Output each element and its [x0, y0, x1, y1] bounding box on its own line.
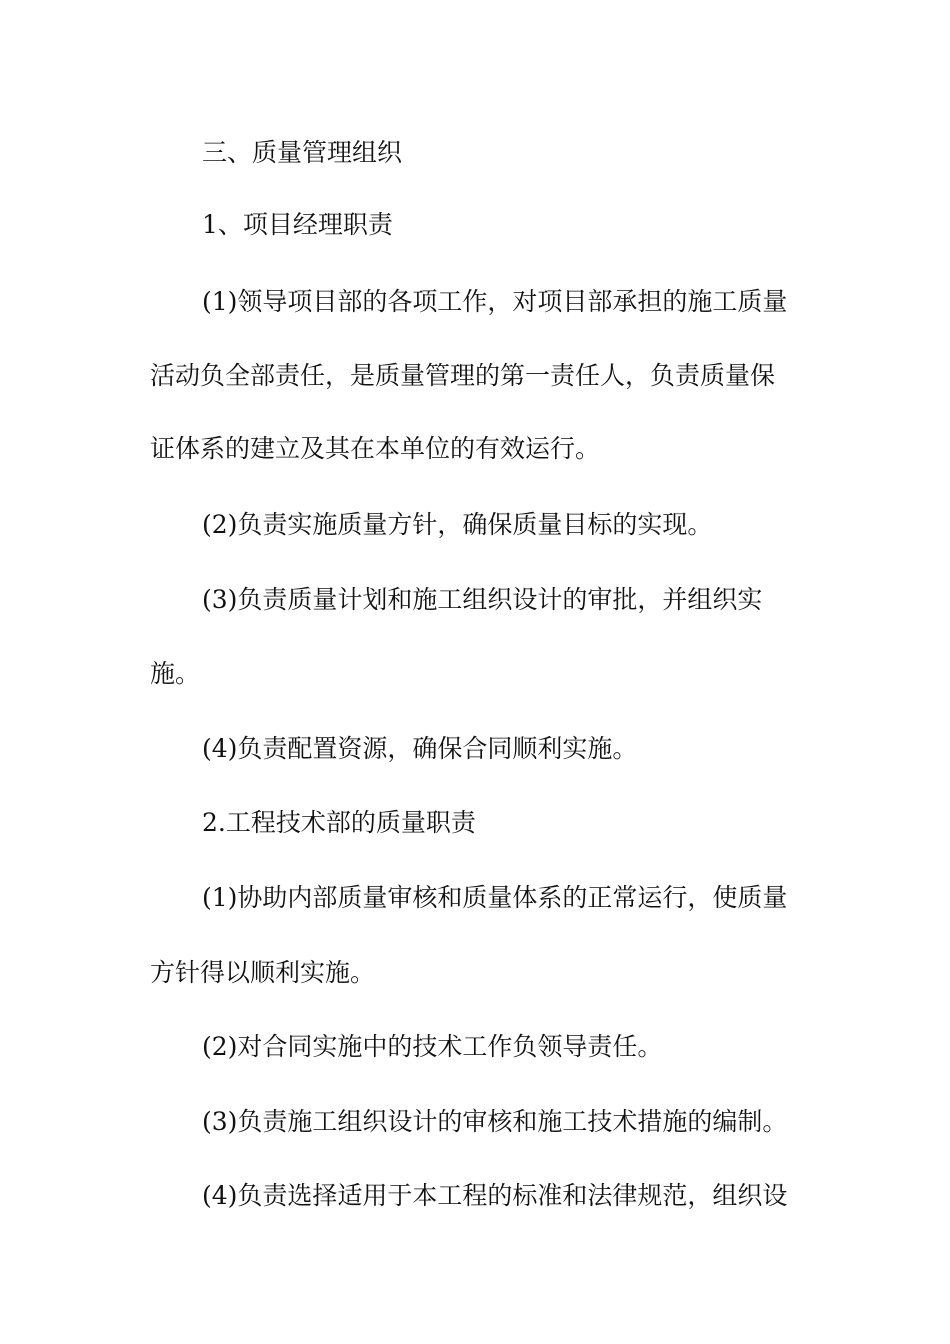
paragraph-line: (2)对合同实施中的技术工作负领导责任。: [202, 1032, 663, 1061]
paragraph-line: 活动负全部责任，是质量管理的第一责任人，负责质量保: [150, 361, 776, 390]
paragraph-line: (3)负责质量计划和施工组织设计的审批，并组织实: [202, 585, 763, 614]
subsection-heading-2: 2.工程技术部的质量职责: [202, 808, 476, 837]
paragraph-line: 证体系的建立及其在本单位的有效运行。: [150, 434, 601, 463]
paragraph-line: (1)领导项目部的各项工作，对项目部承担的施工质量: [202, 287, 788, 316]
paragraph-line: (4)负责选择适用于本工程的标准和法律规范，组织设: [202, 1181, 788, 1210]
subsection-heading-1: 1、项目经理职责: [202, 210, 393, 239]
paragraph-line: 方针得以顺利实施。: [150, 958, 376, 987]
paragraph-line: (2)负责实施质量方针，确保质量目标的实现。: [202, 510, 713, 539]
paragraph-line: (4)负责配置资源，确保合同顺利实施。: [202, 734, 638, 763]
section-heading: 三、质量管理组织: [202, 138, 403, 167]
paragraph-line: 施。: [150, 659, 201, 688]
paragraph-line: (3)负责施工组织设计的审核和施工技术措施的编制。: [202, 1107, 788, 1136]
paragraph-line: (1)协助内部质量审核和质量体系的正常运行，使质量: [202, 883, 788, 912]
